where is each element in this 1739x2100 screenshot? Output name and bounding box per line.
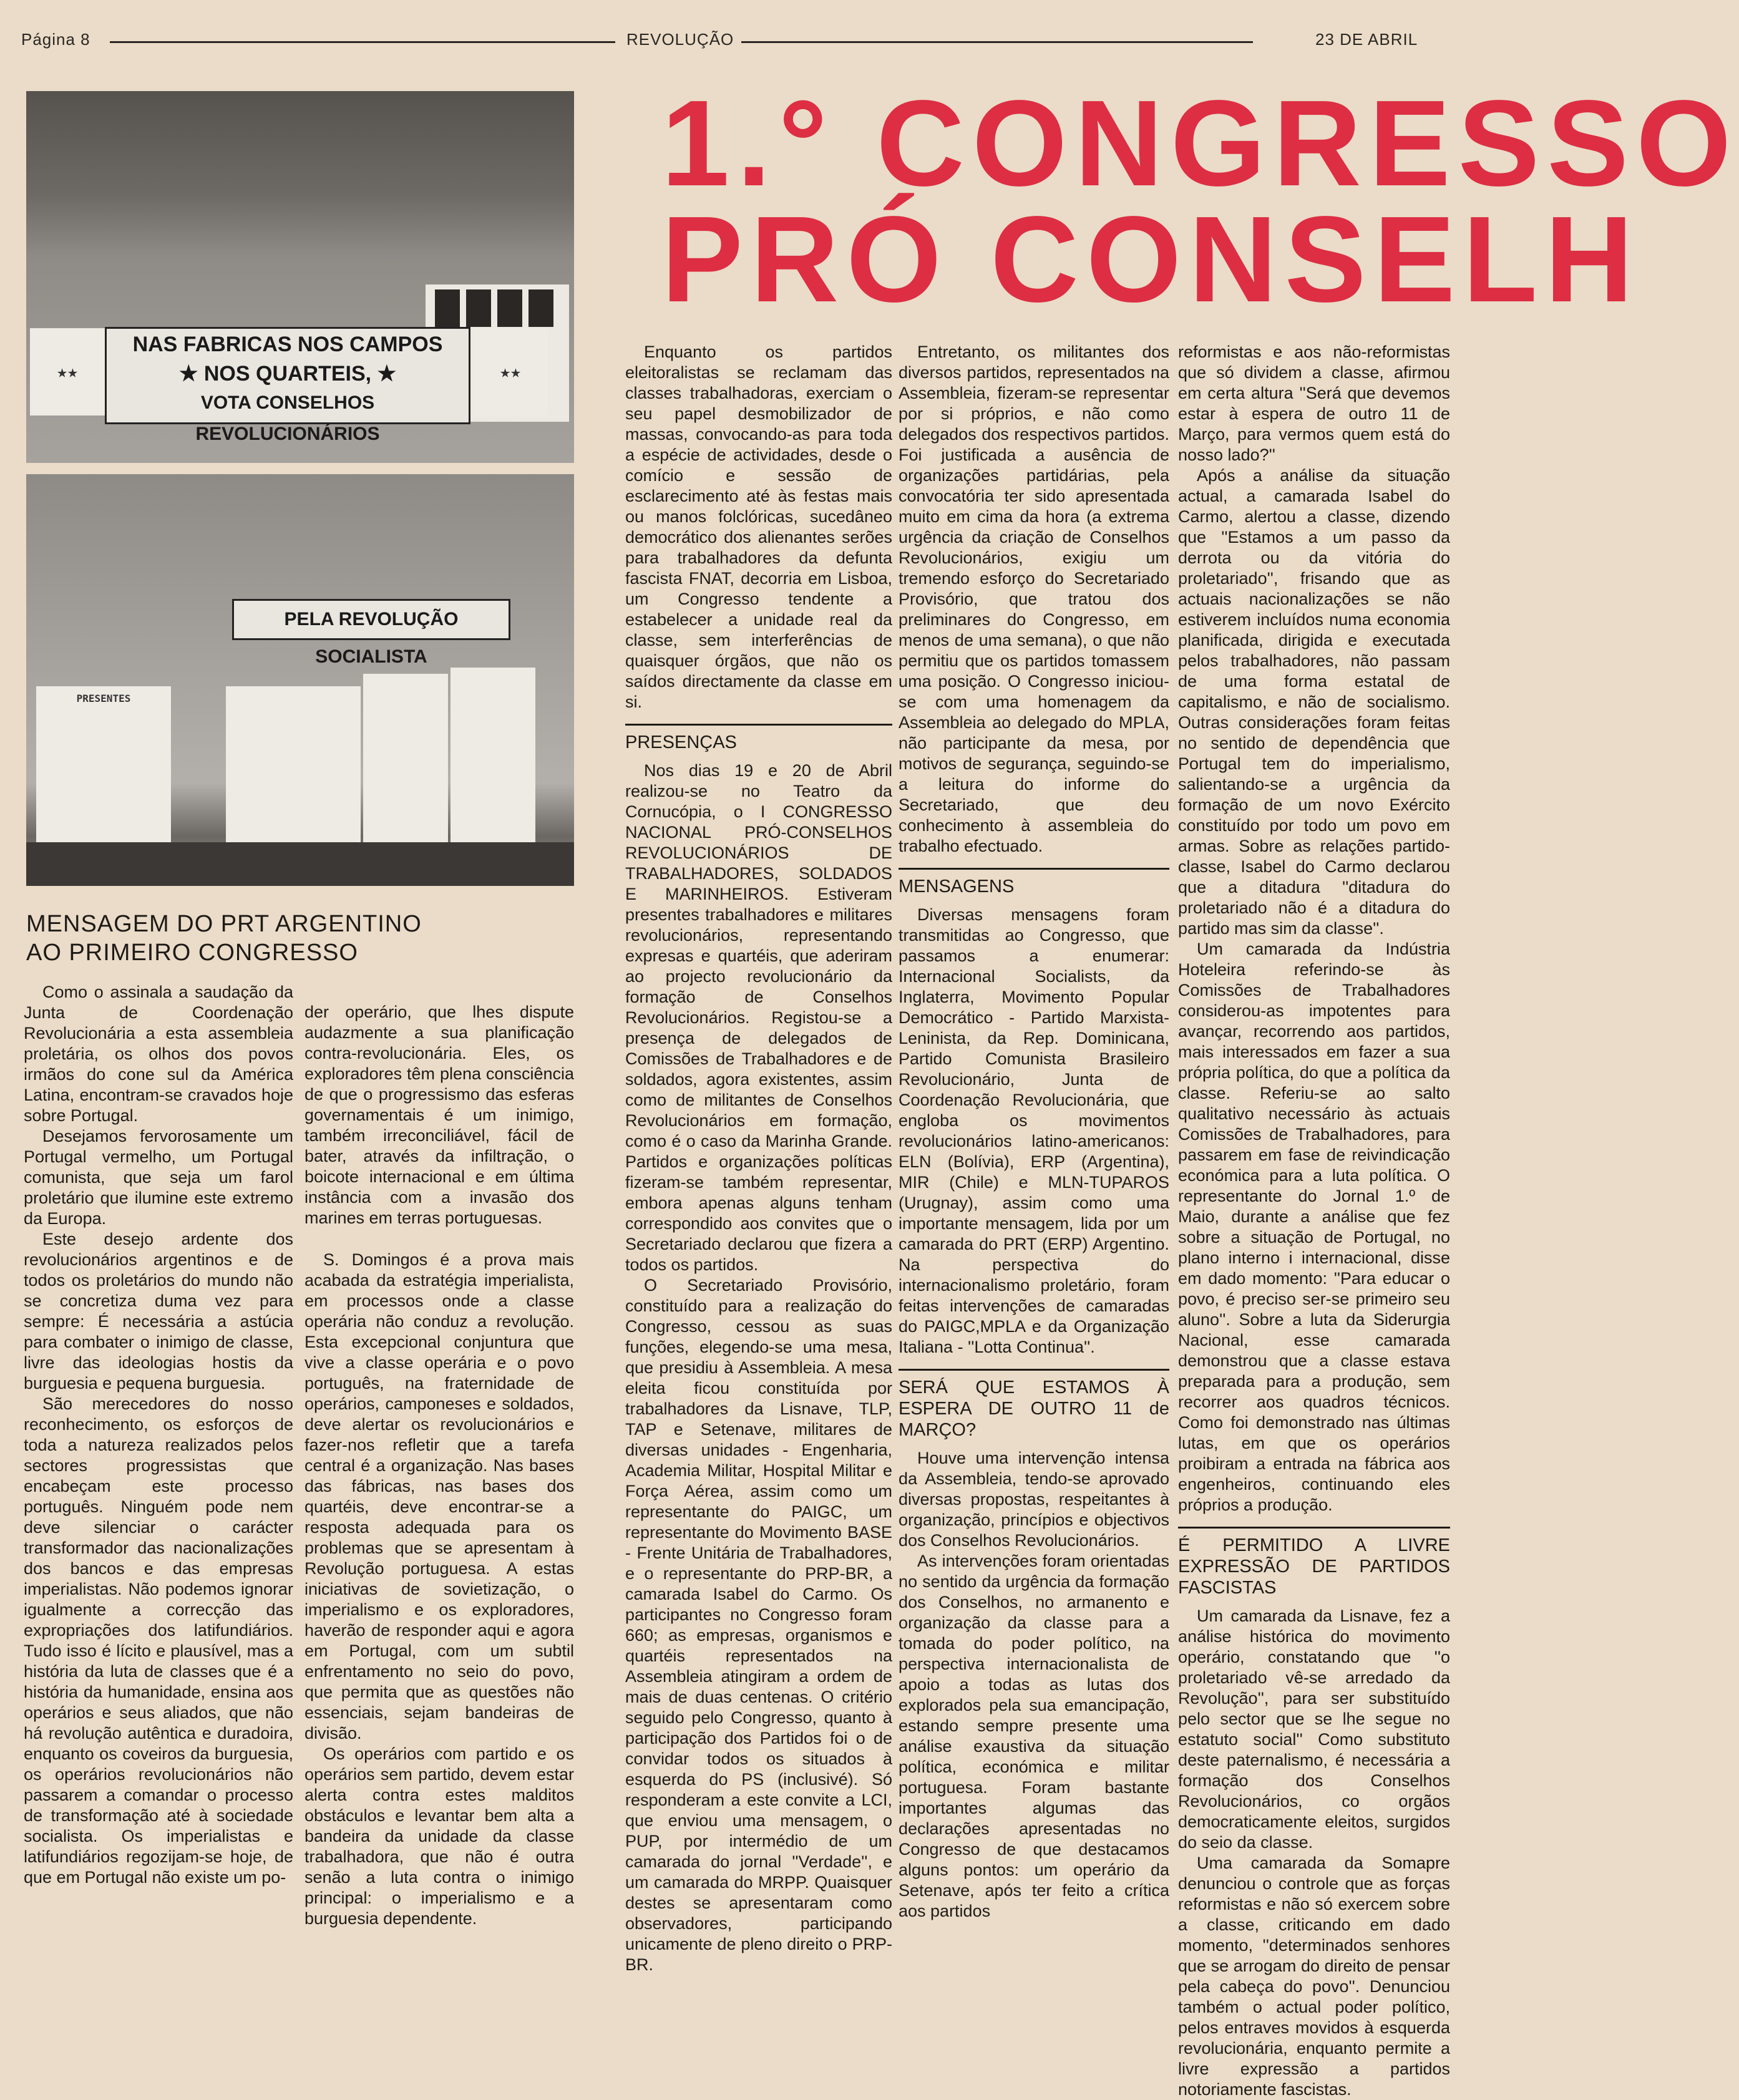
column-5: reformistas e aos não-reformistas que só dividem a classe, afirmou em certa altura ''Será que devemos estar à espera de outro 11 de Março, para vermos quem está do nosso lado?'' Após a análise da situação actual, a camarada Isabel do Carmo, alertou a classe, dizendo que ''Estamos a um passo da derrota ou da vitória do proletariado'', frisando que as actuais nacionalizações se não estiverem incluídos numa economia planificada, dirigida e executada pelos trabalhadores, não passam de uma forma estatal de capitalismo, e não de socialismo. Outras considerações foram feitas no sentido de dependência que Portugal tem do imperialismo, salientando-se a urgência da formação de um novo Exército constituído por todo um povo em armas. Sobre as relações partido-classe, Isabel do Carmo declarou que a ditadura ''ditadura do proletariado não é a ditadura do partido mas sim da classe''. Um camarada da Indústria Hoteleira referindo-se às Comissões de Trabalhadores considerou-as impotentes para avançar, recorrendo aos partidos, mais interessados em fazer a sua própria política, do que a política da classe. Referiu-se ao salto qualitativo necessário às actuais Comissões de Trabalhadores, para passarem em fase de reivindicação económica para a luta política. O representante do Jornal 1.º de Maio, durante a análise que fez sobre a situação de Portugal, no plano interno i internacional, disse em dado momento: ''Para educar o povo, é preciso ser-se primeiro seu aluno''. Sobre a luta da Siderurgia Nacional, esse camarada demonstrou que a classe estava preparada para a produção, sem recorrer aos quadros técnicos. Como foi demonstrado nas últimas lutas, em que os operários proibiram a entrada na fábrica aos engenheiros, continuando eles próprios a produção. É PERMITIDO A LIVRE EXPRESSÃO DE PARTIDOS FASCISTAS Um camarada da Lisnave, fez a análise histórica do movimento operário, constatando que ''o proletariado vê-se arredado da Revolução'', para ser substituído pelo sector que se lhe segue no estatuto social'' Como substituto deste paternalismo, é necessária a formação dos Conselhos Revolucionários, co orgãos democraticamente eleitos, surgidos do seio da classe. Uma camarada da Somapre denunciou o controle que as forças reformistas e não só exercem sobre a classe, criticando em dado momento, ''determinados senhores que se arrogam do direito de pensar pela cabeça do povo''. Denunciou também o actual poder político, pelos entraves movidos à esquerda revolucionária, enquanto permite a livre expressão a partidos notoriamente fascistas. — [1178, 343, 1450, 2099]
page-number: Página 8 — [21, 30, 90, 49]
column-3: Enquanto os partidos eleitoralistas se reclamam das classes trabalhadoras, exerciam o seu papel desmobilizador de massas, convocando-as para toda a espécie de actividades, desde o comício e sessão de esclarecimento até às festas mais ou manos folclóricas, sucedâneo democrático dos alienantes serões para trabalhadores da defunta fascista FNAT, decorria em Lisboa, um Congresso tendente a estabelecer a unidade real da classe, sem interferências de quaisquer órgãos, que não os saídos directamente da classe em si. PRESENÇAS Nos dias 19 e 20 de Abril realizou-se no Teatro da Cornucópia, o I CONGRESSO NACIONAL PRÓ-CONSELHOS REVOLUCIONÁRIOS DE TRABALHADORES, SOLDADOS E MARINHEIROS. Estiveram presentes trabalhadores e militares revolucionários, representando expresas e quartéis, que aderiram ao projecto revolucionário da formação de Conselhos Revolucionários. Registou-se a presença de delegados de Comissões de Trabalhadores e de soldados, agora existentes, assim como de militantes de Conselhos Revolucionários em formação, como é o caso da Marinha Grande. Partidos e organizações políticas fizeram-se também representar, embora apenas alguns tenham correspondido aos convites que o Secretariado declarou que fizera a todos os partidos. O Secretariado Provisório, constituído para a realização do Congresso, cessou as suas funções, elegendo-se uma mesa, que presidiu à Assembleia. A mesa eleita ficou constituída por trabalhadores da Lisnave, TLP, TAP e Setenave, militares de diversas unidades - Engenharia, Academia Militar, Hospital Militar e Força Aérea, assim como um representante do PAIGC, um representante do Movimento BASE - Frente Unitária de Trabalhadores, e o representante do PRP-BR, a camarada Isabel do Carmo. Os participantes no Congresso foram 660; as empresas, organismos e quartéis representados na Assembleia atingiram a ordem de mais de duas centenas. O critério seguido pelo Congresso, quanto à participação dos Partidos foi o de convidar todos os situados à esquerda do PS (inclusivé). Só responderam a este convite a LCI, que enviou uma mensagem, o PUP, por intermédio de um camarada do jornal ''Verdade'', e um camarada do MRPP. Quaisquer destes se apresentaram como observadores, participando unicamente de pleno direito o PRP-BR. — [625, 343, 892, 1974]
left-article-column-1: Como o assinala a saudação da Junta de Coordenação Revolucionária a esta assembleia proletária, os olhos dos povos irmãos do cone sul da América Latina, encontram-se cravados hoje sobre Portugal. Desejamos fervorosamente um Portugal vermelho, um Portugal comunista, que seja um farol proletário que ilumine este extremo da Europa. Este desejo ardente dos revolucionários argentinos e de todos os proletários do mundo não se concretiza duma vez para sempre: É necessária a astúcia para combater o inimigo de classe, livre das ideologias hostis da burguesia e pequena burguesia. São merecedores do nosso reconhecimento, os esforços de toda a natureza realizados pelos sectores progressistas que encabeçam este processo português. Ninguém pode nem deve silenciar o carácter transformador das nacionalizações dos bancos e das empresas imperialistas. Não podemos ignorar igualmente a correcção das expropriações dos latifundiários. Tudo isso é lícito e plausível, mas a história da luta de classes que é a história da humanidade, ensina aos operários e seus aliados, que não há revolução autêntica e duradoira, enquanto os coveiros da burguesia, os operários revolucionários não passarem a comandar o processo de transformação até à sociedade socialista. Os imperialistas e latifundiários regozijam-se hoje, de que em Portugal não existe um po- — [24, 983, 293, 1887]
audience — [26, 842, 574, 886]
presentes-poster — [36, 686, 171, 846]
left-article-headline: MENSAGEM DO PRT ARGENTINO AO PRIMEIRO CONGRESSO — [26, 911, 422, 966]
side-poster-left: ★★ — [30, 328, 105, 416]
heading-sera-que-estamos: SERÁ QUE ESTAMOS À ESPERA DE OUTRO 11 de MARÇO? — [899, 1369, 1169, 1441]
heading-mensagens: MENSAGENS — [899, 868, 1169, 897]
newspaper-name: REVOLUÇÃO — [626, 30, 734, 49]
top-banner-line-3: VOTA CONSELHOS REVOLUCIONÁRIOS — [195, 392, 380, 444]
presentes-poster-title: PRESENTES — [76, 693, 131, 704]
congress-photo-bottom — [26, 474, 574, 886]
heading-presencas: PRESENÇAS — [625, 724, 892, 753]
list-poster-2 — [363, 674, 448, 852]
title-line-1: 1.° CONGRESSO — [661, 75, 1739, 211]
top-banner-line-2: NOS QUARTEIS, — [203, 362, 372, 386]
title-line-2: PRÓ CONSELH — [661, 191, 1641, 328]
column-4: Entretanto, os militantes dos diversos partidos, representados na Assembleia, fizeram-se representar por si próprios, e não como delegados dos respectivos partidos. Foi justificada a ausência de organizações partidárias, pela convocatória ter sido apresentada muito em cima da hora (a extrema urgência da criação de Conselhos Revolucionários, exigiu um tremendo esforço do Secretariado Provisório, que tratou dos preliminares do Congresso, em menos de uma semana), o que não permitiu que os partidos tomassem uma posição. O Congresso iniciou-se com uma homenagem da Assembleia ao delegado do MPLA, não participante da mesa, por motivos de segurança, seguindo-se a leitura do informe do Secretariado, que deu conhecimento à assembleia do trabalho efectuado. MENSAGENS Diversas mensagens foram transmitidas ao Congresso, que passamos a enumerar: Internacional Socialists, da Inglaterra, Movimento Popular Democrático - Partido Marxista-Leninista, da Rep. Dominicana, Partido Comunista Brasileiro Revolucionário, Junta de Coordenação Revolucionária, que engloba os movimentos revolucionários latino-americanos: ELN (Bolívia), ERP (Argentina), MIR (Chile) e MLN-TUPAROS (Urugnay), assim como uma importante mensagem, lida por um camarada do PRT (ERP) Argentino. Na perspectiva do internacionalismo proletário, foram feitas intervenções de camaradas do PAIGC,MPLA e da Organização Italiana - ''Lotta Continua''. SERÁ QUE ESTAMOS À ESPERA DE OUTRO 11 de MARÇO? Houve uma intervenção intensa da Assembleia, tendo-se aprovado diversas propostas, respeitantes à organização, princípios e objectivos dos Conselhos Revolucionários. As intervenções foram orientadas no sentido da urgência da formação dos Conselhos, no armanento e organização da classe para a tomada do poder político, na perspectiva internacionalista de apoio a todas as lutas dos explorados pela sua emancipação, estando sempre presente uma análise exaustiva da situação política, económica e militar portuguesa. Foram bastante importantes algumas das declarações apresentadas no Congresso de que destacamos alguns pontos: um operário da Setenave, após ter feito a crítica aos partidos — [899, 343, 1169, 1920]
top-banner-line-1: NAS FABRICAS NOS CAMPOS — [132, 333, 443, 356]
header-rule-left — [110, 41, 615, 43]
list-poster-1 — [226, 686, 361, 852]
heading-livre-expressao: É PERMITIDO A LIVRE EXPRESSÃO DE PARTIDOS FASCISTAS — [1178, 1527, 1450, 1598]
header-rule-right — [741, 41, 1253, 43]
top-banner: NAS FABRICAS NOS CAMPOS ★ NOS QUARTEIS, ★ VOTA CONSELHOS REVOLUCIONÁRIOS — [105, 327, 470, 424]
left-article-column-2: der operário, que lhes dispute audazmente a sua planificação contra-revolucionária. Eles, os exploradores têm plena consciência de que o progressismo das esferas governamentais é um inimigo, também irreconciliável, fácil de bater, através da infiltração, o boicote internacional e em última instância com a invasão dos marines em terras portuguesas. S. Domingos é a prova mais acabada da estratégia imperialista, em processos onde a classe operária não conduz a revolução. Esta excepcional conjuntura que vive a classe operária e o povo português, na fraternidade de operários, camponeses e soldados, deve alertar os revolucionários e fazer-nos refletir que a tarefa central é a organização. Nas bases das fábricas, nas bases dos quartéis, deve encontrar-se a resposta adequada para os problemas que se apresentam à Revolução portuguesa. A estas iniciativas de sovietização, o imperialismo e os exploradores, haverão de responder aqui e agora em Portugal, com um subtil enfrentamento no seio do povo, que permita que as questões não essenciais, sejam bandeiras de divisão. Os operários com partido e os operários sem partido, devem estar alerta contra estes malditos obstáculos e levantar bem alta a bandeira da unidade da classe trabalhadora, que não é outra senão a luta contra o inimigo principal: o imperialismo e a burguesia dependente. — [304, 1003, 574, 1928]
congress-photo-top — [26, 91, 574, 463]
list-poster-3 — [451, 668, 535, 846]
issue-date: 23 DE ABRIL — [1315, 30, 1418, 49]
bottom-banner: PELA REVOLUÇÃO SOCIALISTA — [232, 599, 510, 640]
side-poster-right: ★★ — [473, 328, 548, 416]
